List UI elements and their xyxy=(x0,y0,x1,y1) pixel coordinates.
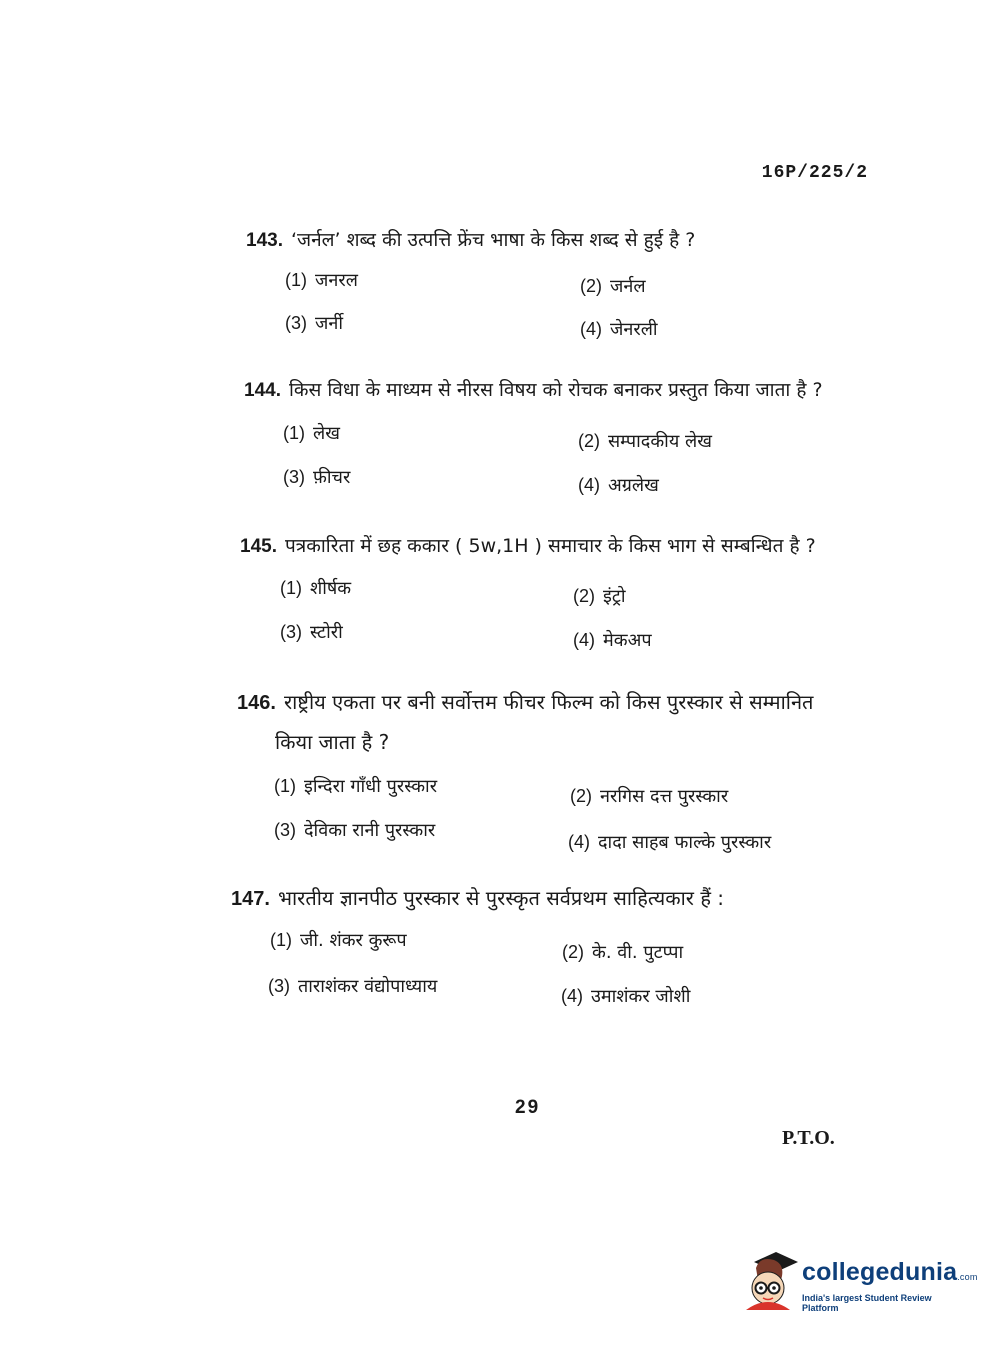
option-text: नरगिस दत्त पुरस्कार xyxy=(600,786,729,807)
question-text-line xyxy=(240,532,816,558)
option-3 xyxy=(283,465,350,489)
option-number: (3) xyxy=(274,820,296,840)
question-number: 147. xyxy=(231,888,270,910)
option-number: (1) xyxy=(270,930,292,950)
question-number: 143. xyxy=(246,230,283,251)
question-text-line xyxy=(231,884,724,911)
option-text: देविका रानी पुरस्कार xyxy=(304,820,436,841)
option-number: (1) xyxy=(274,776,296,796)
option-3 xyxy=(280,620,343,644)
option-text: शीर्षक xyxy=(310,578,352,599)
option-number: (3) xyxy=(280,622,302,642)
option-1 xyxy=(283,421,340,445)
question-text-line xyxy=(237,688,813,715)
option-2 xyxy=(578,429,712,453)
paper-code: 16P/225/2 xyxy=(761,163,868,183)
option-text: स्टोरी xyxy=(310,622,343,643)
option-1 xyxy=(270,928,407,952)
collegedunia-watermark xyxy=(740,1248,978,1318)
option-4 xyxy=(561,984,690,1008)
option-1 xyxy=(274,774,437,798)
question-text: किस विधा के माध्यम से नीरस विषय को रोचक बनाकर प्रस्तुत किया जाता है ? xyxy=(288,379,823,401)
question-text: भारतीय ज्ञानपीठ पुरस्कार से पुरस्कृत सर्वप्रथम साहित्यकार हैं : xyxy=(277,886,725,910)
question-text-line xyxy=(246,226,695,252)
option-number: (4) xyxy=(568,832,590,852)
pto-label: P.T.O. xyxy=(782,1127,835,1149)
question-number: 145. xyxy=(240,536,277,557)
option-1 xyxy=(285,268,358,292)
question-text: पत्रकारिता में छह ककार ( 5w,1H ) समाचार के किस भाग से सम्बन्धित है ? xyxy=(284,535,816,557)
option-4 xyxy=(568,830,771,854)
option-number: (4) xyxy=(573,630,595,650)
option-2 xyxy=(562,940,683,964)
option-1 xyxy=(280,576,351,600)
option-number: (3) xyxy=(268,976,290,996)
option-text: लेख xyxy=(313,423,340,444)
option-text: उमाशंकर जोशी xyxy=(591,986,691,1007)
option-number: (3) xyxy=(283,467,305,487)
question-number: 144. xyxy=(244,380,281,401)
option-number: (2) xyxy=(580,276,602,296)
option-text: फ़ीचर xyxy=(313,467,351,488)
option-3 xyxy=(285,311,343,335)
question-number: 146. xyxy=(237,692,276,714)
option-text: जी. शंकर कुरूप xyxy=(300,930,407,951)
option-text: जनरल xyxy=(315,270,358,291)
question-text: राष्ट्रीय एकता पर बनी सर्वोत्तम फीचर फिल्म को किस पुरस्कार से सम्मानित xyxy=(283,690,814,714)
question-text-continuation: किया जाता है ? xyxy=(275,730,390,754)
brand-tagline: India's largest Student Review Platform xyxy=(802,1293,932,1313)
option-text: जर्नी xyxy=(315,313,344,334)
option-text: ताराशंकर वंद्योपाध्याय xyxy=(298,976,438,997)
option-number: (2) xyxy=(562,942,584,962)
option-3 xyxy=(274,818,435,842)
option-text: इन्दिरा गाँधी पुरस्कार xyxy=(304,776,438,797)
option-4 xyxy=(578,473,659,497)
option-text: जर्नल xyxy=(610,276,646,297)
option-2 xyxy=(580,274,646,298)
option-text: अग्रलेख xyxy=(608,475,659,496)
option-4 xyxy=(580,317,658,341)
option-number: (4) xyxy=(561,986,583,1006)
page-number: 29 xyxy=(515,1097,541,1118)
question-text: ‘जर्नल’ शब्द की उत्पत्ति फ्रेंच भाषा के किस शब्द से हुई है ? xyxy=(290,229,696,251)
mascot-icon xyxy=(740,1250,798,1312)
option-number: (2) xyxy=(570,786,592,806)
option-3 xyxy=(268,974,437,998)
option-text: सम्पादकीय लेख xyxy=(608,431,712,452)
option-2 xyxy=(573,584,626,608)
option-text: जेनरली xyxy=(610,319,658,340)
option-2 xyxy=(570,784,728,808)
question-text-line xyxy=(244,376,823,402)
option-number: (1) xyxy=(285,270,307,290)
option-number: (1) xyxy=(283,423,305,443)
option-4 xyxy=(573,628,652,652)
option-number: (4) xyxy=(580,319,602,339)
brand-domain-suffix: .com xyxy=(957,1272,978,1282)
option-text: इंट्रो xyxy=(603,586,626,607)
option-text: के. वी. पुटप्पा xyxy=(592,942,684,963)
option-number: (1) xyxy=(280,578,302,598)
option-number: (2) xyxy=(573,586,595,606)
brand-name xyxy=(802,1258,978,1287)
option-text: मेकअप xyxy=(603,630,652,651)
option-number: (2) xyxy=(578,431,600,451)
option-number: (3) xyxy=(285,313,307,333)
brand-name-text: collegedunia xyxy=(802,1258,958,1286)
option-number: (4) xyxy=(578,475,600,495)
option-text: दादा साहब फाल्के पुरस्कार xyxy=(598,832,772,853)
